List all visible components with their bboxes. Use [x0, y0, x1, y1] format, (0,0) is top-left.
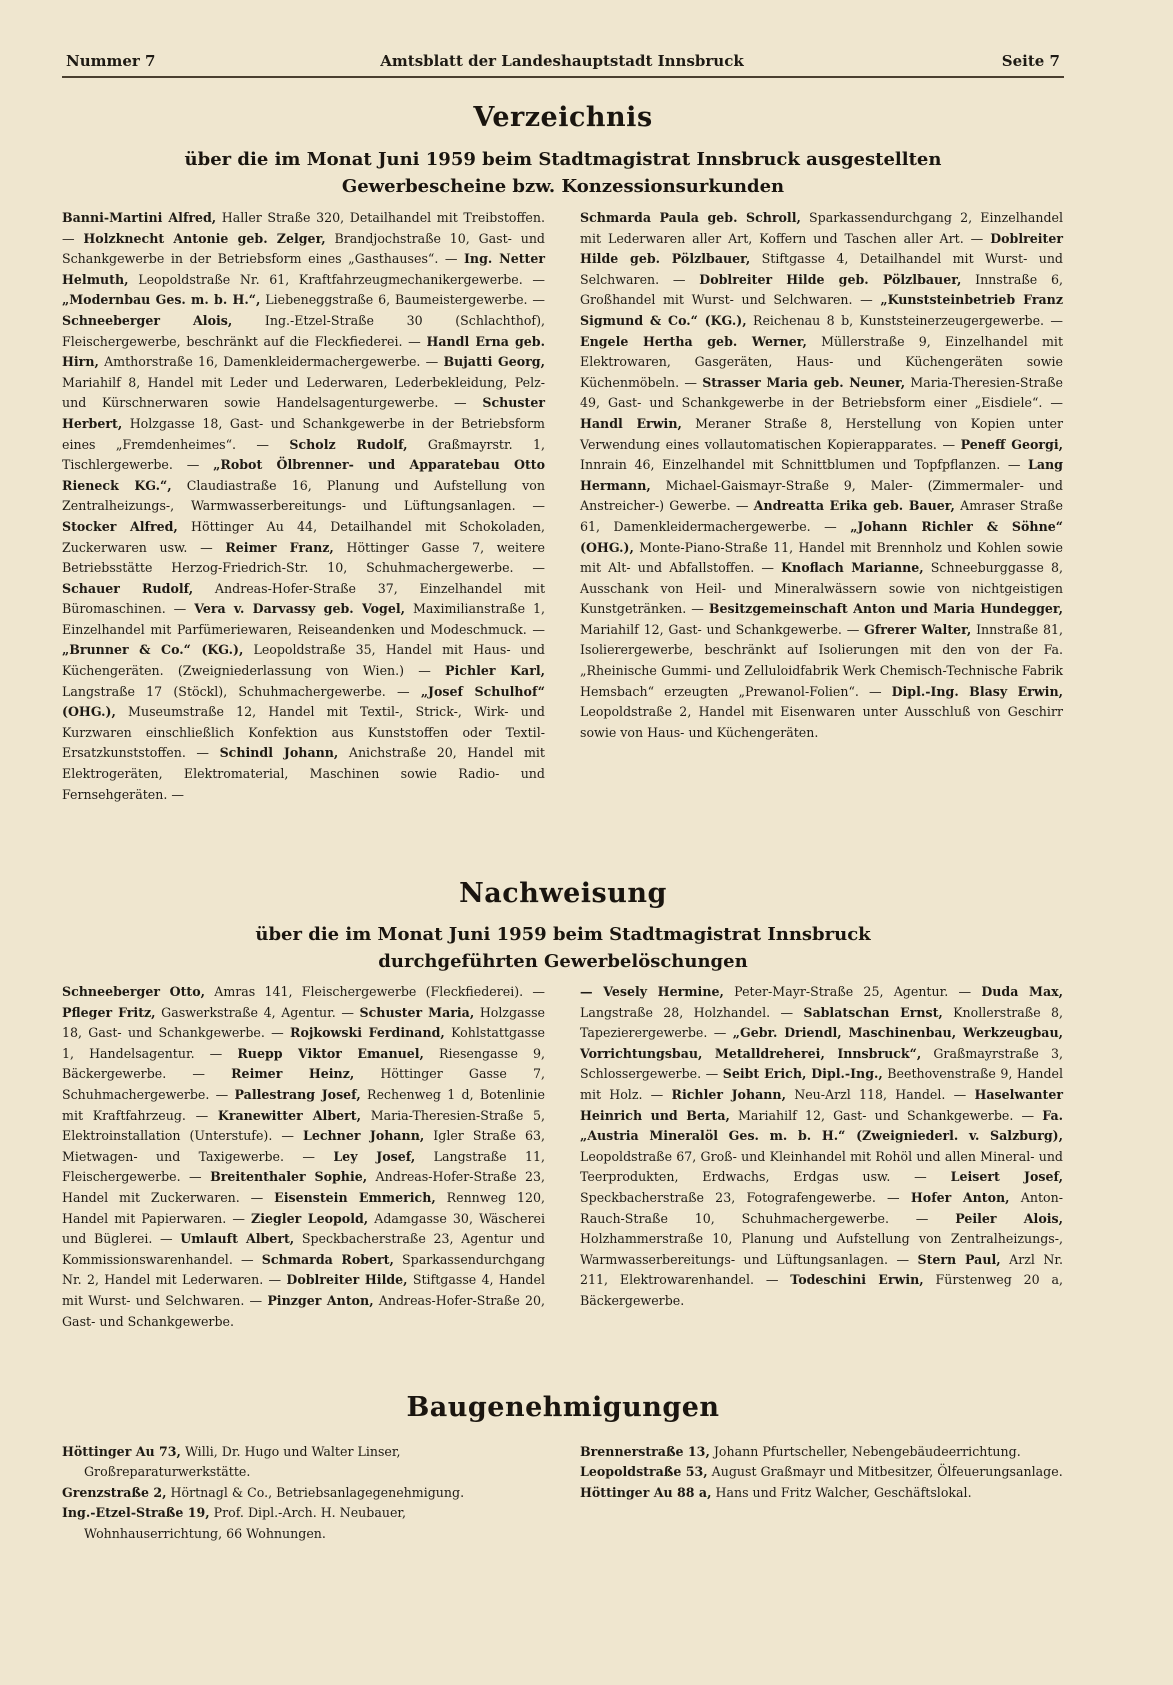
entry-name: Höttinger Au 88 a, [580, 1484, 712, 1500]
entry-text: Anichstraße 20, Handel mit Elektrogeräten, Elektromaterial, Maschinen sowie Radio- und Fernsehgeräten. — [62, 745, 545, 802]
entry-name: Seibt Erich, Dipl.-Ing., [722, 1066, 883, 1082]
entry-name: Schuster Maria, [359, 1004, 475, 1020]
entry-name: Ruepp Viktor Emanuel, [237, 1045, 424, 1061]
entry-name: Knoflach Marianne, [781, 560, 924, 576]
entry-name: Gfrerer Walter, [864, 621, 972, 637]
entry-text: Graßmayrstraße 3, Schlossergewerbe. — [580, 1045, 1064, 1082]
entry-text: Riesengasse 9, Bäckergewerbe. — [62, 1045, 545, 1082]
entry-text: Ing.-Etzel-Straße 30 (Schlachthof), Fleischergewerbe, beschränkt auf die Fleckfiederei. — [62, 312, 545, 349]
entry-text: Igler Straße 63, Mietwagen- und Taxigewerbe. — [62, 1128, 545, 1164]
entry-name: Hofer Anton, [910, 1189, 1010, 1205]
baugenehmigungen-title: Baugenehmigungen [406, 1392, 720, 1423]
entry-name: Scholz Rudolf, [289, 436, 408, 452]
entry-name: Duda Max, [981, 984, 1064, 999]
entry-name: Pfleger Fritz, [62, 1004, 156, 1020]
publication-title: Amtsblatt der Landeshauptstadt Innsbruck [380, 52, 744, 70]
entry-name: „Johann Richler & Söhne“ (OHG.), [580, 518, 1063, 555]
entry-name: Schuster Herbert, [62, 395, 545, 431]
entry-text: Höttinger Gasse 7, weitere Betriebsstätte Herzog-Friedrich-Str. 10, Schuhmachergewerbe. — [62, 539, 546, 576]
entry-text: Stiftgasse 4, Detailhandel mit Wurst- und Selchwaren. — [580, 251, 1063, 287]
entry-text: Haller Straße 320, Detailhandel mit Treibstoffen. — [62, 210, 545, 246]
entry-text: Museumstraße 12, Handel mit Textil-, Strick-, Wirk- und Kurzwaren einschließlich Konfektion aus Kunststoffen oder Textil-Ersatzkunststoffen. — [62, 704, 545, 761]
entry-name: „Robot Ölbrenner- und Apparatebau Otto Rieneck KG.“, [62, 457, 545, 493]
baugenehmigungen-column-left [62, 1442, 545, 1544]
entry-name: Schneeberger Alois, [62, 312, 233, 328]
entry-text: Leopoldstraße Nr. 61, Kraftfahrzeugmechanikergewerbe. — [128, 271, 545, 287]
entry-name: Bujatti Georg, [443, 354, 545, 370]
entry-name: Banni-Martini Alfred, [62, 210, 217, 225]
entry-text: Innrain 46, Einzelhandel mit Schnittblumen und Topfpflanzen. — [580, 457, 1029, 473]
entry-text: Sparkassendurchgang Nr. 2, Handel mit Lederwaren. — [62, 1251, 546, 1288]
entry-name: Strasser Maria geb. Neuner, [702, 374, 906, 390]
entry-name: Reimer Franz, [225, 539, 334, 555]
list-item [580, 1462, 1063, 1482]
list-item [580, 1442, 1063, 1462]
entry-name: Engele Hertha geb. Werner, [580, 333, 807, 349]
list-item [62, 1503, 545, 1544]
entry-text: Adamgasse 30, Wäscherei und Büglerei. — [62, 1210, 545, 1247]
entry-text: Leopoldstraße 2, Handel mit Eisenwaren unter Ausschluß von Geschirr sowie von Haus- und Küchengeräten. [580, 704, 1063, 740]
entry-text: Andreas-Hofer-Straße 20, Gast- und Schankgewerbe. [62, 1292, 545, 1329]
entry-text: Brandjochstraße 10, Gast- und Schankgewerbe in der Betriebsform eines „Gasthauses“. — [62, 230, 545, 267]
entry-text: Höttinger Au 44, Detailhandel mit Schokoladen, Zuckerwaren usw. — [62, 518, 545, 555]
entry-text: Amras 141, Fleischergewerbe (Fleckfiederei). — [205, 984, 545, 999]
page-header [62, 48, 1062, 74]
nachweisung-column-left [62, 982, 545, 1332]
entry-text: Prof. Dipl.-Arch. H. Neubauer, Wohnhauserrichtung, 66 Wohnungen. [84, 1505, 407, 1541]
entry-name: Schneeberger Otto, [62, 984, 205, 999]
entry-name: „Modernbau Ges. m. b. H.“, [62, 292, 261, 308]
entry-name: Kranewitter Albert, [217, 1107, 362, 1123]
page-number: Seite 7 [1001, 52, 1060, 70]
entry-text: Knollerstraße 8, Tapezierergewerbe. — [580, 1004, 1063, 1041]
entry-name: „Josef Schulhof“ (OHG.), [62, 683, 545, 720]
entry-text: Leopoldstraße 67, Groß- und Kleinhandel mit Rohöl und allen Mineral- und Teerprodukten, Erdwachs, Erdgas usw. — [580, 1148, 1063, 1185]
verzeichnis-entries-left [62, 208, 545, 805]
entry-name: Leopoldstraße 53, [580, 1464, 708, 1480]
entry-name: Höttinger Au 73, [62, 1444, 181, 1459]
verzeichnis-entries-right [580, 208, 1063, 743]
entry-text: Leopoldstraße 35, Handel mit Haus- und Küchengeräten. (Zweigniederlassung von Wien.) — [62, 642, 545, 679]
entry-text: Beethovenstraße 9, Handel mit Holz. — [580, 1066, 1063, 1102]
entry-name: Rojkowski Ferdinand, [290, 1025, 445, 1041]
entry-name: Doblreiter Hilde, [286, 1272, 408, 1288]
entry-name: Dipl.-Ing. Blasy Erwin, [891, 683, 1063, 699]
entry-name: Ziegler Leopold, [251, 1210, 369, 1226]
entry-name: Leisert Josef, [950, 1169, 1064, 1185]
entry-text: Holzgasse 18, Gast- und Schankgewerbe. — [62, 1004, 545, 1041]
entry-text: Langstraße 28, Holzhandel. — [580, 1004, 804, 1020]
entry-name: Holzknecht Antonie geb. Zelger, [83, 230, 326, 246]
verzeichnis-title: Verzeichnis [473, 102, 653, 133]
entry-text: Maria-Theresien-Straße 49, Gast- und Schankgewerbe in der Betriebsform einer „Eisdiele“. — [580, 374, 1063, 411]
entry-text: Stiftgasse 4, Handel mit Wurst- und Selchwaren. — [62, 1272, 545, 1308]
entry-name: Sablatschan Ernst, [803, 1004, 943, 1020]
entry-name: „Kunststeinbetrieb Franz Sigmund & Co.“ (KG.), [580, 292, 1063, 328]
entry-name: Schauer Rudolf, [62, 580, 194, 596]
nachweisung-column-right [580, 982, 1063, 1312]
entry-name: Schindl Johann, [219, 745, 339, 761]
entry-text: August Graßmayr und Mitbesitzer, Ölfeuerungsanlage. [707, 1464, 1063, 1480]
entry-text: Fürstenweg 20 a, Bäckergewerbe. [580, 1272, 1063, 1308]
entry-text: Peter-Mayr-Straße 25, Agentur. — [723, 984, 982, 999]
baugenehmigungen-column-right [580, 1442, 1063, 1503]
entry-text: Rennweg 120, Handel mit Papierwaren. — [62, 1189, 545, 1226]
entry-text: Innstraße 81, Isolierergewerbe, beschränkt auf Isolierungen mit den von der Fa. „Rheinische Gummi- und Zelluloidfabrik Werk Chemisch-Technische Fabrik Hemsbach“ erzeugten „Prewanol-Folien“. — [580, 621, 1063, 699]
entry-text: Schneeburggasse 8, Ausschank von Heil- und Mineralwässern sowie von nichtgeistigen Kunstgetränken. — [580, 560, 1063, 617]
entry-text: Willi, Dr. Hugo und Walter Linser, Großreparaturwerkstätte. [84, 1444, 401, 1480]
entry-text: Mariahilf 12, Gast- und Schankgewerbe. — [729, 1107, 1043, 1123]
entry-text: Reichenau 8 b, Kunststeinerzeugergewerbe. — [746, 312, 1064, 328]
entry-name: Grenzstraße 2, [62, 1484, 167, 1500]
entry-name: „Gebr. Driendl, Maschinenbau, Werkzeugbau, Vorrichtungsbau, Metalldreherei, Innsbruck“, [580, 1025, 1063, 1061]
nachweisung-entries-right [580, 982, 1063, 1312]
entry-name: Pinzger Anton, [267, 1292, 374, 1308]
nachweisung-title: Nachweisung [459, 878, 667, 909]
entry-text: Maximilianstraße 1, Einzelhandel mit Parfümeriewaren, Reiseandenken und Modeschmuck. — [62, 601, 545, 637]
entry-name: Stocker Alfred, [62, 518, 178, 534]
entry-text: Innstraße 6, Großhandel mit Wurst- und Selchwaren. — [580, 271, 1063, 308]
entry-text: Speckbacherstraße 23, Agentur und Kommissionswarenhandel. — [62, 1231, 545, 1267]
entry-name: Reimer Heinz, [231, 1066, 355, 1082]
entry-text: Müllerstraße 9, Einzelhandel mit Elektrowaren, Gasgeräten, Haus- und Küchengeräten sowie Küchenmöbeln. — [580, 333, 1064, 390]
entry-name: Umlauft Albert, [180, 1231, 295, 1247]
entry-text: Höttinger Gasse 7, Schuhmachergewerbe. — [62, 1066, 545, 1102]
entry-name: — Vesely Hermine, [580, 984, 724, 999]
baugenehmigungen-entries-right [580, 1442, 1063, 1503]
verzeichnis-column-right [580, 208, 1063, 743]
entry-text: Hans und Fritz Walcher, Geschäftslokal. [711, 1484, 972, 1500]
entry-name: Todeschini Erwin, [790, 1272, 924, 1288]
list-item [62, 1442, 545, 1483]
entry-name: Lang Hermann, [580, 457, 1063, 493]
baugenehmigungen-entries-left [62, 1442, 545, 1544]
entry-name: Haselwanter Heinrich und Berta, [580, 1086, 1064, 1123]
verzeichnis-subtitle-1: über die im Monat Juni 1959 beim Stadtmagistrat Innsbruck ausgestellten [184, 149, 942, 170]
entry-text: Holzgasse 18, Gast- und Schankgewerbe in der Betriebsform eines „Fremdenheimes“. — [62, 415, 545, 452]
entry-name: Schmarda Paula geb. Schroll, [580, 210, 801, 225]
entry-text: Rechenweg 1 d, Botenlinie mit Kraftfahrzeug. — [62, 1086, 545, 1123]
entry-name: Peiler Alois, [955, 1210, 1063, 1226]
entry-text: Anton-Rauch-Straße 10, Schuhmachergewerbe. — [580, 1189, 1064, 1226]
entry-text: Meraner Straße 8, Herstellung von Kopien unter Verwendung eines vollautomatischen Kopierapparates. — [580, 415, 1063, 452]
entry-name: Lechner Johann, [302, 1128, 425, 1144]
entry-text: Sparkassendurchgang 2, Einzelhandel mit Lederwaren aller Art, Koffern und Taschen aller Art. — [580, 210, 1063, 246]
entry-name: Handl Erna geb. Hirn, [62, 333, 545, 370]
verzeichnis-subtitle-2: Gewerbescheine bzw. Konzessionsurkunden [341, 176, 785, 197]
entry-text: Kohlstattgasse 1, Handelsagentur. — [62, 1025, 545, 1061]
entry-text: Neu-Arzl 118, Handel. — [785, 1086, 975, 1102]
entry-text: Johann Pfurtscheller, Nebengebäudeerrichtung. [709, 1444, 1021, 1459]
list-item [62, 1483, 545, 1503]
entry-name: Fa. „Austria Mineralöl Ges. m. b. H.“ (Zweigniederl. v. Salzburg), [580, 1107, 1064, 1144]
entry-name: Vera v. Darvassy geb. Vogel, [194, 601, 406, 617]
entry-text: Amthorstraße 16, Damenkleidermachergewerbe. — [98, 354, 444, 370]
entry-name: Peneff Georgi, [960, 436, 1063, 452]
entry-name: Ley Josef, [333, 1148, 416, 1164]
entry-name: Handl Erwin, [580, 415, 682, 431]
entry-text: Andreas-Hofer-Straße 23, Handel mit Zuckerwaren. — [62, 1169, 546, 1205]
entry-name: Pichler Karl, [445, 663, 545, 679]
entry-text: Michael-Gaismayr-Straße 9, Maler- (Zimmermaler- und Anstreicher-) Gewerbe. — [580, 477, 1063, 514]
nachweisung-subtitle-2: durchgeführten Gewerbelöschungen [378, 951, 748, 972]
entry-name: Doblreiter Hilde geb. Pölzlbauer, [699, 271, 962, 287]
entry-name: Doblreiter Hilde geb. Pölzlbauer, [580, 230, 1063, 267]
entry-text: Holzhammerstraße 10, Planung und Aufstellung von Zentralheizungs-, Warmwasserbereitungs- und Lüftungsanlagen. — [580, 1231, 1063, 1267]
entry-name: Ing. Netter Helmuth, [62, 251, 545, 287]
nachweisung-entries-left [62, 982, 545, 1332]
entry-text: Monte-Piano-Straße 11, Handel mit Brennholz und Kohlen sowie mit Alt- und Abfallstoffen. — [580, 539, 1063, 576]
list-item [580, 1483, 1063, 1503]
entry-text: Andreas-Hofer-Straße 37, Einzelhandel mit Büromaschinen. — [62, 580, 546, 617]
entry-text: Mariahilf 8, Handel mit Leder und Lederwaren, Lederbekleidung, Pelz- und Kürschnerwaren sowie Handelsagenturgewerbe. — [62, 374, 545, 411]
entry-text: Hörtnagl & Co., Betriebsanlagegenehmigung. [166, 1484, 465, 1500]
entry-name: Ing.-Etzel-Straße 19, [62, 1505, 210, 1521]
entry-text: Maria-Theresien-Straße 5, Elektroinstallation (Unterstufe). — [62, 1107, 545, 1144]
entry-name: Stern Paul, [917, 1251, 1001, 1267]
entry-name: Andreatta Erika geb. Bauer, [753, 498, 955, 514]
entry-name: Schmarda Robert, [261, 1251, 394, 1267]
entry-text: Langstraße 17 (Stöckl), Schuhmachergewerbe. — [62, 683, 421, 699]
verzeichnis-column-left [62, 208, 545, 805]
entry-name: Besitzgemeinschaft Anton und Maria Hundegger, [708, 601, 1063, 617]
entry-name: Pallestrang Josef, [234, 1086, 361, 1102]
entry-text: Mariahilf 12, Gast- und Schankgewerbe. — [580, 621, 865, 637]
entry-text: Amraser Straße 61, Damenkleidermachergewerbe. — [580, 498, 1063, 534]
entry-name: Eisenstein Emmerich, [274, 1189, 436, 1205]
issue-number: Nummer 7 [66, 52, 156, 70]
entry-name: Brennerstraße 13, [580, 1444, 710, 1459]
entry-text: Graßmayrstr. 1, Tischlergewerbe. — [62, 436, 545, 473]
entry-text: Liebeneggstraße 6, Baumeistergewerbe. — [260, 292, 545, 308]
nachweisung-subtitle-1: über die im Monat Juni 1959 beim Stadtmagistrat Innsbruck [255, 924, 871, 945]
entry-text: Claudiastraße 16, Planung und Aufstellung von Zentralheizungs-, Warmwasserbereitungs- und Lüftungsanlagen. — [62, 477, 545, 514]
entry-text: Gaswerkstraße 4, Agentur. — [155, 1004, 360, 1020]
entry-text: Arzl Nr. 211, Elektrowarenhandel. — [580, 1251, 1064, 1288]
entry-text: Langstraße 11, Fleischergewerbe. — [62, 1148, 546, 1185]
entry-text: Speckbacherstraße 23, Fotografengewerbe. — [580, 1189, 911, 1205]
entry-name: Breitenthaler Sophie, [210, 1169, 368, 1185]
header-rule [62, 76, 1064, 78]
entry-name: „Brunner & Co.“ (KG.), [62, 642, 244, 658]
entry-name: Richler Johann, [671, 1086, 786, 1102]
